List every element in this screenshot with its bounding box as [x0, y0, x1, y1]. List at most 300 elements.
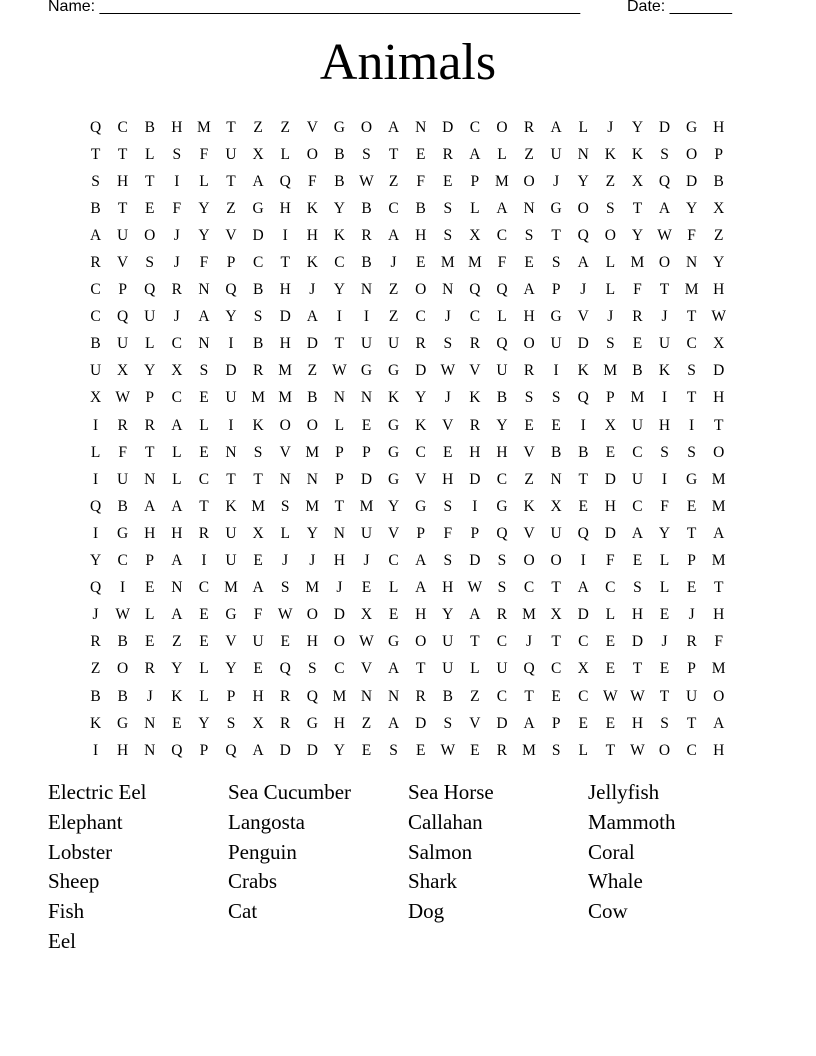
- grid-letter: K: [306, 199, 318, 217]
- grid-letter: T: [226, 172, 236, 190]
- grid-letter: Y: [198, 714, 210, 732]
- grid-letter: L: [172, 470, 182, 488]
- grid-letter: L: [470, 660, 480, 678]
- grid-letter: O: [658, 254, 671, 272]
- grid-letter: K: [306, 254, 318, 272]
- grid-letter: K: [333, 226, 345, 244]
- grid-letter: N: [415, 118, 427, 136]
- grid-letter: A: [658, 199, 671, 217]
- grid-letter: Y: [306, 524, 318, 542]
- grid-letter: H: [279, 281, 291, 299]
- grid-letter: E: [145, 633, 155, 651]
- grid-letter: I: [661, 470, 668, 488]
- grid-letter: Q: [577, 389, 589, 407]
- grid-letter: E: [632, 335, 643, 353]
- grid-row: [82, 466, 734, 493]
- grid-letter: Z: [90, 660, 101, 678]
- grid-row: [82, 412, 734, 439]
- grid-letter: P: [362, 443, 371, 461]
- grid-letter: S: [660, 443, 669, 461]
- grid-letter: Q: [523, 660, 535, 678]
- grid-letter: U: [89, 362, 102, 380]
- grid-letter: B: [578, 443, 589, 461]
- grid-letter: S: [253, 308, 263, 326]
- grid-letter: E: [361, 741, 372, 759]
- grid-letter: J: [607, 118, 614, 136]
- grid-letter: O: [279, 416, 291, 434]
- grid-letter: T: [199, 497, 209, 515]
- grid-letter: N: [144, 714, 156, 732]
- grid-letter: C: [605, 579, 616, 597]
- grid-letter: G: [496, 497, 508, 515]
- grid-letter: O: [523, 335, 535, 353]
- grid-letter: S: [280, 579, 290, 597]
- grid-letter: J: [526, 633, 533, 651]
- word-bank-item: Sea Cucumber: [228, 780, 352, 804]
- grid-letter: E: [199, 606, 209, 624]
- grid-letter: F: [416, 172, 425, 190]
- grid-letter: D: [279, 308, 291, 326]
- grid-letter: P: [199, 741, 209, 759]
- grid-letter: F: [606, 552, 615, 570]
- grid-letter: E: [361, 416, 372, 434]
- grid-letter: H: [469, 443, 481, 461]
- grid-letter: Y: [415, 389, 427, 407]
- grid-letter: S: [497, 552, 507, 570]
- grid-letter: R: [415, 335, 426, 353]
- grid-letter: E: [524, 254, 534, 272]
- grid-letter: S: [280, 497, 290, 515]
- grid-letter: L: [280, 524, 290, 542]
- grid-letter: M: [630, 389, 645, 407]
- grid-letter: G: [686, 470, 698, 488]
- word-bank-item: Mammoth: [588, 809, 676, 834]
- grid-letter: V: [225, 633, 237, 651]
- grid-letter: U: [225, 389, 237, 407]
- grid-letter: U: [496, 362, 508, 380]
- grid-letter: J: [173, 254, 180, 272]
- grid-letter: N: [686, 254, 698, 272]
- grid-letter: O: [496, 118, 508, 136]
- grid-letter: H: [171, 118, 183, 136]
- grid-letter: G: [387, 416, 400, 434]
- grid-letter: L: [145, 335, 155, 353]
- grid-letter: A: [577, 579, 589, 597]
- grid-letter: L: [497, 145, 507, 163]
- grid-letter: L: [470, 199, 480, 217]
- grid-letter: C: [686, 335, 697, 353]
- grid-letter: S: [606, 199, 615, 217]
- grid-letter: A: [713, 714, 725, 732]
- grid-letter: T: [686, 389, 697, 407]
- grid-letter: Q: [306, 687, 318, 705]
- grid-letter: O: [306, 145, 318, 163]
- grid-letter: U: [252, 633, 264, 651]
- grid-letter: O: [523, 172, 535, 190]
- word-bank-item: Salmon: [408, 839, 473, 864]
- grid-letter: G: [387, 633, 400, 651]
- grid-letter: T: [117, 145, 128, 163]
- grid-letter: X: [631, 172, 644, 190]
- grid-letter: H: [713, 606, 725, 624]
- grid-letter: D: [306, 335, 318, 353]
- grid-letter: M: [440, 254, 455, 272]
- grid-letter: R: [361, 226, 372, 244]
- grid-letter: I: [120, 579, 126, 597]
- grid-letter: S: [497, 579, 507, 597]
- grid-letter: D: [577, 606, 589, 624]
- grid-letter: M: [305, 443, 320, 461]
- grid-letter: R: [632, 308, 643, 326]
- grid-letter: I: [580, 416, 586, 434]
- grid-letter: L: [388, 579, 399, 597]
- page-title: Animals: [319, 34, 497, 91]
- grid-letter: M: [522, 741, 536, 759]
- grid-letter: R: [144, 416, 155, 434]
- grid-letter: Q: [496, 335, 508, 353]
- grid-letter: F: [199, 145, 209, 163]
- grid-letter: N: [144, 470, 156, 488]
- grid-letter: O: [306, 606, 318, 624]
- grid-letter: U: [631, 470, 644, 488]
- grid-letter: S: [362, 145, 371, 163]
- grid-row: [82, 683, 734, 710]
- grid-letter: W: [359, 172, 374, 190]
- grid-letter: U: [550, 524, 562, 542]
- word-bank-item: Langosta: [228, 809, 305, 834]
- grid-letter: P: [714, 145, 724, 163]
- grid-letter: U: [225, 552, 237, 570]
- grid-row: [82, 439, 734, 466]
- grid-letter: R: [280, 714, 291, 732]
- grid-letter: H: [604, 497, 616, 515]
- grid-letter: T: [280, 254, 290, 272]
- grid-letter: B: [90, 687, 101, 705]
- grid-letter: N: [144, 741, 156, 759]
- grid-row: [82, 222, 734, 249]
- grid-letter: O: [577, 199, 589, 217]
- grid-letter: O: [713, 443, 725, 461]
- grid-letter: M: [305, 497, 320, 515]
- grid-letter: H: [117, 741, 129, 759]
- grid-letter: Q: [496, 524, 508, 542]
- grid-letter: W: [359, 633, 374, 651]
- grid-letter: Y: [225, 308, 237, 326]
- grid-letter: M: [711, 497, 726, 515]
- grid-letter: S: [551, 389, 561, 407]
- grid-letter: H: [333, 714, 345, 732]
- grid-letter: H: [415, 606, 427, 624]
- grid-letter: B: [415, 199, 426, 217]
- grid-letter: O: [550, 552, 562, 570]
- grid-letter: U: [387, 335, 400, 353]
- grid-letter: Y: [198, 199, 210, 217]
- grid-letter: R: [90, 254, 101, 272]
- grid-letter: C: [686, 741, 697, 759]
- grid-letter: M: [224, 579, 238, 597]
- grid-letter: J: [309, 552, 316, 570]
- grid-letter: A: [713, 524, 725, 542]
- grid-letter: O: [415, 633, 427, 651]
- grid-letter: M: [522, 606, 536, 624]
- grid-letter: Z: [713, 226, 724, 244]
- grid-letter: F: [443, 524, 453, 542]
- grid-letter: P: [335, 470, 344, 488]
- grid-letter: I: [201, 552, 207, 570]
- grid-letter: A: [144, 497, 156, 515]
- grid-letter: T: [145, 443, 155, 461]
- grid-letter: K: [631, 145, 644, 163]
- grid-letter: K: [604, 145, 616, 163]
- grid-letter: C: [117, 118, 128, 136]
- grid-letter: A: [252, 579, 264, 597]
- grid-letter: Q: [225, 281, 237, 299]
- grid-letter: B: [90, 199, 101, 217]
- grid-letter: C: [198, 470, 210, 488]
- grid-letter: T: [659, 687, 670, 705]
- grid-letter: S: [443, 199, 453, 217]
- grid-letter: V: [387, 524, 400, 542]
- grid-letter: F: [633, 281, 642, 299]
- grid-letter: L: [172, 443, 182, 461]
- grid-letter: U: [442, 660, 454, 678]
- grid-letter: Y: [333, 199, 345, 217]
- grid-letter: X: [550, 497, 562, 515]
- grid-letter: A: [415, 579, 427, 597]
- word-bank-item: Sea Horse: [408, 780, 494, 804]
- grid-letter: R: [252, 362, 264, 380]
- grid-letter: A: [469, 606, 481, 624]
- grid-letter: H: [306, 633, 318, 651]
- grid-letter: C: [415, 443, 426, 461]
- grid-letter: D: [360, 470, 373, 488]
- grid-letter: N: [360, 281, 373, 299]
- word-bank-item: Dog: [408, 899, 445, 924]
- grid-letter: V: [306, 118, 318, 136]
- grid-letter: Y: [577, 172, 589, 190]
- grid-letter: D: [469, 470, 481, 488]
- grid-letter: O: [604, 226, 616, 244]
- grid-letter: E: [253, 552, 263, 570]
- grid-letter: Z: [388, 281, 399, 299]
- grid-letter: X: [360, 606, 373, 624]
- grid-letter: S: [606, 335, 615, 353]
- grid-letter: H: [306, 226, 318, 244]
- grid-letter: N: [198, 335, 210, 353]
- grid-letter: X: [577, 660, 589, 678]
- grid-letter: B: [361, 199, 372, 217]
- grid-letter: T: [686, 524, 697, 542]
- grid-letter: H: [171, 524, 183, 542]
- grid-letter: W: [467, 579, 483, 597]
- grid-letter: H: [713, 281, 725, 299]
- grid-letter: S: [633, 579, 642, 597]
- grid-letter: O: [117, 660, 129, 678]
- grid-letter: T: [90, 145, 101, 163]
- grid-letter: G: [387, 362, 400, 380]
- grid-letter: Y: [387, 497, 400, 515]
- grid-letter: V: [577, 308, 589, 326]
- grid-letter: R: [198, 524, 210, 542]
- grid-letter: Q: [658, 172, 671, 190]
- word-bank-item: Sheep: [48, 869, 100, 894]
- grid-letter: J: [309, 281, 316, 299]
- grid-letter: C: [334, 660, 345, 678]
- grid-letter: J: [336, 579, 343, 597]
- grid-letter: Q: [89, 579, 102, 597]
- grid-letter: K: [577, 362, 589, 380]
- grid-letter: R: [90, 633, 101, 651]
- grid-letter: W: [332, 362, 347, 380]
- grid-letter: A: [523, 281, 535, 299]
- grid-letter: H: [631, 606, 644, 624]
- grid-letter: C: [496, 633, 508, 651]
- grid-letter: B: [442, 687, 453, 705]
- grid-row: [82, 249, 734, 276]
- grid-letter: P: [118, 281, 127, 299]
- grid-letter: U: [631, 416, 644, 434]
- grid-letter: Q: [279, 660, 291, 678]
- grid-letter: C: [469, 308, 481, 326]
- grid-letter: E: [443, 443, 453, 461]
- word-bank-item: Callahan: [408, 809, 483, 834]
- grid-letter: K: [225, 497, 237, 515]
- grid-letter: U: [117, 335, 129, 353]
- grid-letter: F: [253, 606, 263, 624]
- word-bank-item: Cat: [228, 899, 258, 924]
- grid-letter: C: [171, 389, 182, 407]
- grid-letter: E: [280, 633, 290, 651]
- grid-letter: U: [550, 145, 562, 163]
- grid-letter: A: [550, 118, 562, 136]
- grid-letter: U: [117, 226, 129, 244]
- grid-letter: G: [117, 524, 129, 542]
- grid-letter: A: [252, 741, 264, 759]
- grid-letter: C: [632, 443, 643, 461]
- word-bank-item: Whale: [588, 869, 643, 894]
- grid-letter: N: [442, 281, 454, 299]
- grid-row: [82, 385, 734, 412]
- grid-letter: M: [711, 552, 726, 570]
- grid-letter: G: [225, 606, 237, 624]
- grid-letter: M: [495, 172, 509, 190]
- grid-row: [82, 656, 734, 683]
- grid-letter: Q: [279, 172, 291, 190]
- grid-letter: A: [415, 552, 427, 570]
- grid-row: [82, 358, 734, 385]
- grid-letter: A: [523, 714, 535, 732]
- grid-row: [82, 520, 734, 547]
- grid-letter: I: [174, 172, 180, 190]
- grid-letter: E: [632, 552, 643, 570]
- grid-letter: O: [360, 118, 373, 136]
- grid-letter: E: [443, 172, 453, 190]
- grid-letter: J: [363, 552, 370, 570]
- grid-letter: L: [605, 606, 616, 624]
- word-bank-item: Elephant: [48, 809, 123, 834]
- grid-letter: E: [578, 497, 588, 515]
- grid-letter: A: [171, 606, 183, 624]
- grid-letter: Q: [117, 308, 129, 326]
- grid-letter: H: [279, 335, 291, 353]
- grid-letter: S: [253, 443, 263, 461]
- grid-row: [82, 493, 734, 520]
- grid-letter: P: [145, 552, 155, 570]
- grid-letter: E: [145, 199, 155, 217]
- grid-row: [82, 331, 734, 358]
- grid-letter: J: [661, 308, 668, 326]
- grid-letter: S: [660, 714, 669, 732]
- grid-letter: I: [363, 308, 370, 326]
- grid-letter: G: [550, 308, 562, 326]
- grid-letter: N: [387, 687, 400, 705]
- grid-letter: C: [388, 199, 399, 217]
- grid-letter: S: [443, 335, 453, 353]
- grid-letter: Q: [89, 118, 102, 136]
- grid-letter: E: [470, 741, 480, 759]
- grid-letter: W: [657, 226, 672, 244]
- grid-letter: M: [251, 389, 265, 407]
- grid-letter: G: [686, 118, 698, 136]
- grid-letter: S: [145, 254, 155, 272]
- grid-letter: Q: [577, 226, 589, 244]
- grid-letter: V: [279, 443, 291, 461]
- grid-letter: F: [687, 226, 696, 244]
- grid-letter: X: [252, 524, 264, 542]
- grid-letter: I: [92, 470, 99, 488]
- grid-letter: J: [444, 389, 451, 407]
- grid-letter: H: [442, 579, 454, 597]
- date-field-label: Date: _______: [627, 0, 732, 15]
- grid-letter: B: [307, 389, 318, 407]
- grid-letter: T: [551, 633, 561, 651]
- grid-letter: U: [360, 335, 373, 353]
- word-bank-item: Jellyfish: [588, 780, 660, 804]
- grid-letter: T: [713, 416, 724, 434]
- grid-letter: S: [389, 741, 398, 759]
- grid-letter: T: [578, 470, 588, 488]
- grid-letter: A: [387, 660, 400, 678]
- grid-letter: E: [145, 579, 155, 597]
- grid-letter: I: [472, 497, 478, 515]
- grid-letter: E: [605, 443, 616, 461]
- grid-letter: G: [306, 714, 318, 732]
- grid-letter: H: [496, 443, 508, 461]
- grid-letter: Q: [496, 281, 508, 299]
- word-bank-item: Eel: [48, 928, 76, 953]
- word-bank-item: Coral: [588, 839, 635, 864]
- grid-letter: I: [228, 335, 234, 353]
- grid-letter: D: [225, 362, 237, 380]
- grid-letter: U: [117, 470, 129, 488]
- grid-letter: T: [145, 172, 155, 190]
- grid-letter: T: [524, 687, 534, 705]
- grid-letter: I: [92, 524, 99, 542]
- grid-row: [82, 195, 734, 222]
- grid-row: [82, 548, 734, 575]
- grid-letter: S: [172, 145, 182, 163]
- grid-letter: K: [252, 416, 264, 434]
- grid-letter: K: [415, 416, 427, 434]
- grid-letter: O: [415, 281, 427, 299]
- grid-letter: E: [172, 714, 182, 732]
- grid-letter: V: [523, 443, 535, 461]
- grid-letter: M: [684, 281, 699, 299]
- grid-letter: S: [687, 443, 696, 461]
- grid-letter: G: [333, 118, 345, 136]
- grid-letter: B: [117, 497, 128, 515]
- grid-letter: S: [443, 714, 453, 732]
